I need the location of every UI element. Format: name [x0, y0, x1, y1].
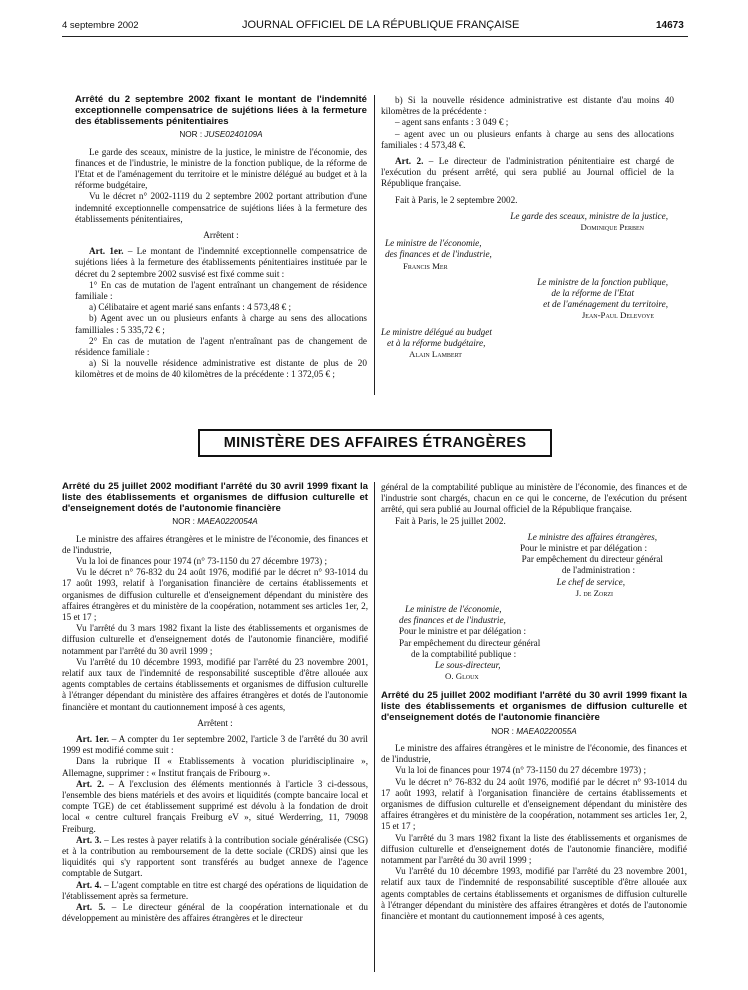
arrete1-sig2-role1: Le ministre de l'économie,: [385, 238, 482, 249]
arrete1-sig3-role3: et de l'aménagement du territoire,: [543, 299, 668, 310]
arrete2-sig1-delegation: Pour le ministre et par délégation :: [519, 543, 647, 554]
arrete3-vu-arrete-1982: Vu l'arrêté du 3 mars 1982 fixant la liste des établissements et organismes de diffusion culturelle et d'enseignement dotés de l'autonomie financière, modifié notamment par l'arrêté du 30 avril 1999 ;: [381, 832, 687, 866]
arrete1-case-2: 2° En cas de mutation de l'agent n'entraînant pas de changement de résidence familiale :: [75, 335, 367, 358]
arrete2-sig1-empechement: Par empêchement du directeur général: [521, 554, 663, 565]
arrete1-fait: Fait à Paris, le 2 septembre 2002.: [395, 194, 518, 205]
arrete2-sig2-sous-directeur: Le sous-directeur,: [435, 660, 501, 671]
arrete1-right-column: [381, 95, 674, 360]
arrete1-sig4-role2: et à la réforme budgétaire,: [387, 337, 486, 348]
arrete3-vu-loi: Vu la loi de finances pour 1974 (n° 73-1150 du 27 décembre 1973) ;: [395, 765, 647, 776]
arrete3-title: Arrêté du 25 juillet 2002 modifiant l'arrêté du 30 avril 1999 fixant la liste des établissements et organismes de diffusion culturelle et d'enseignement dotés de l'autonomie financière: [381, 690, 687, 724]
arrete2-sig1-administration: de l'administration :: [561, 565, 635, 576]
page-header: [0, 0, 748, 36]
column-divider-bottom: [374, 482, 375, 972]
header-rule: [62, 36, 688, 37]
arrete1-arretent: Arrêtent :: [203, 230, 239, 241]
arrete1-case-2b2: – agent avec un ou plusieurs enfants à charge au sens des allocations familiales : 4 573,48 €.: [381, 128, 674, 150]
arrete1-article-1: Art. 1er. – Le montant de l'indemnité exceptionnelle compensatrice de sujétions liées à la fermeture des établissements pénitentiaires instituée par le décret du 2 septembre 2002 susvisé est fixé comme suit :: [75, 246, 367, 279]
arrete1-sig3-name: Jean-Paul Delevoye: [581, 310, 654, 321]
arrete2-preamble: Le ministre des affaires étrangères et le ministre de l'économie, des finances et de l'industrie,: [62, 533, 368, 555]
ministry-title: MINISTÈRE DES AFFAIRES ÉTRANGÈRES: [223, 435, 527, 451]
arrete2-sig1-chef: Le chef de service,: [556, 576, 625, 587]
arrete3-preamble: Le ministre des affaires étrangères et le ministre de l'économie, des finances et de l'industrie,: [381, 743, 687, 765]
arrete3-nor: NOR : MAEA0220055A: [491, 726, 577, 736]
ministry-banner: [198, 429, 552, 457]
arrete1-case-1: 1° En cas de mutation de l'agent entraînant un changement de résidence familiale :: [75, 279, 367, 302]
arrete2-fait: Fait à Paris, le 25 juillet 2002.: [395, 515, 506, 526]
arrete1-sig2-name: Francis Mer: [403, 260, 448, 271]
arrete2-sig1-role: Le ministre des affaires étrangères,: [527, 531, 657, 542]
arrete2-article-5: Art. 5. – Le directeur général de la coopération internationale et du développement au ministère des affaires étrangères et le directeur: [62, 902, 368, 924]
arrete2-nor: NOR : MAEA0220054A: [172, 517, 258, 527]
arrete2-vu-decret: Vu le décret n° 76-832 du 24 août 1976, modifié par le décret n° 93-1014 du 17 août 1993, relatif à l'organisation financière de certains établissements et organismes de diffusion culturelle et d'enseignement dépendant du ministère des affaires étrangères et du ministère de la coopération, notamment ses articles 1er, 2, 15 et 17 ;: [62, 567, 368, 623]
arrete2-vu-arrete-1982: Vu l'arrêté du 3 mars 1982 fixant la liste des établissements et organismes de diffusion culturelle et d'enseignement dotés de l'autonomie financière, modifié notamment par l'arrêté du 30 avril 1999 ;: [62, 623, 368, 656]
arrete3-vu-arrete-1993: Vu l'arrêté du 10 décembre 1993, modifié par l'arrêté du 23 novembre 2001, relatif aux taux de l'indemnité de responsabilité susceptible d'être allouée aux agents comptables de certains établissements et organismes de diffusion culturelle à l'étranger dépendant du ministère des affaires étrangères et dotés de l'autonomie financière et montant du cautionnement imposé à ces agents,: [381, 866, 687, 922]
arrete2-article-3: Art. 3. – Les restes à payer relatifs à la contribution sociale généralisée (CSG) et à la contribution au remboursement de la dette sociale (CRDS) ainsi que les liquidités qui s'y rapportent sont transférés au budget annexe de l'agence comptable de Sutgart.: [62, 834, 368, 879]
arrete2-article-5-continued: général de la comptabilité publique au ministère de l'économie, des finances et de l'industrie sont chargés, chacun en ce qui le concerne, de l'exécution du présent arrêté, qui sera publié au Journal officiel de la République française.: [381, 482, 687, 515]
arrete1-sig3-role2: de la réforme de l'Etat: [551, 288, 634, 299]
arrete2-sig2-name: O. Gloux: [445, 671, 479, 682]
arrete1-preamble: Le garde des sceaux, ministre de la justice, le ministre de l'économie, des finances et de l'industrie, le ministre de la fonction publique, de la réforme de l'Etat et de l'aménagement du territoire et le ministre délégué au budget et à la réforme budgétaire,: [75, 146, 367, 191]
arrete1-case-2b: b) Si la nouvelle résidence administrative est distante d'au moins 40 kilomètres de la précédente :: [381, 95, 674, 117]
arrete2-arretent: Arrêtent :: [197, 717, 233, 728]
arrete2-title: Arrêté du 25 juillet 2002 modifiant l'arrêté du 30 avril 1999 fixant la liste des établissements et organismes de diffusion culturelle et d'enseignement dotés de l'autonomie financière: [62, 481, 368, 514]
arrete1-sig2-role2: des finances et de l'industrie,: [385, 249, 492, 260]
arrete2-vu-loi: Vu la loi de finances pour 1974 (n° 73-1150 du 27 décembre 1973) ;: [76, 556, 328, 566]
arrete1-sig4-role1: Le ministre délégué au budget: [381, 326, 492, 337]
arrete1-case-1a: a) Célibataire et agent marié sans enfants : 4 573,48 € ;: [89, 302, 292, 313]
arrete2-vu-arrete-1993: Vu l'arrêté du 10 décembre 1993, modifié par l'arrêté du 23 novembre 2001, relatif aux taux de l'indemnité de responsabilité susceptible d'être allouée aux agents comptables de certains établissements et organismes de diffusion culturelle à l'étranger dépendant du ministère des affaires étrangères et dotés de l'autonomie financière et montant du cautionnement imposé à ces agents,: [62, 656, 368, 712]
arrete3-vu-decret: Vu le décret n° 76-832 du 24 août 1976, modifié par le décret n° 93-1014 du 17 août 1993, relatif à l'organisation financière de certains établissements et organismes de diffusion culturelle et d'enseignement dépendant du ministère des affaires étrangères et du ministère de la coopération, notamment ses articles 1er, 2, 15 et 17 ;: [381, 776, 687, 832]
arrete1-sig4-name: Alain Lambert: [409, 349, 462, 360]
arrete2-right-column: [381, 482, 687, 922]
arrete2-sig2-role2: des finances et de l'industrie,: [399, 615, 506, 626]
arrete2-article-4: Art. 4. – L'agent comptable en titre est chargé des opérations de liquidation de l'établissement après sa fermeture.: [62, 879, 368, 901]
arrete2-sig2-comptabilite: de la comptabilité publique :: [411, 648, 517, 659]
arrete2-sig2-delegation: Pour le ministre et par délégation :: [399, 626, 527, 637]
header-date: 4 septembre 2002: [62, 20, 139, 31]
arrete1-case-1b: b) Agent avec un ou plusieurs enfants à charge au sens des allocations familliales : 5 335,72 € ;: [75, 313, 367, 335]
column-divider-top: [374, 95, 375, 395]
arrete1-article-2: Art. 2. – Le directeur de l'administration pénitentiaire est chargé de l'exécution du présent arrêté, qui sera publié au Journal officiel de la République française.: [381, 156, 674, 189]
arrete2-article-1: Art. 1er. – A compter du 1er septembre 2002, l'article 3 de l'arrêté du 30 avril 1999 est modifié comme suit :: [62, 734, 368, 756]
arrete1-nor: NOR : JUSE0240109A: [179, 130, 263, 140]
arrete1-case-2a: a) Si la nouvelle résidence administrative est distante de plus de 20 kilomètres et de moins de 40 kilomètres de la précédente : 1 372,05 € ;: [75, 358, 367, 380]
arrete2-article-1-rubrique: Dans la rubrique II « Etablissements à vocation pluridisciplinaire », Allemagne, supprimer : « Institut français de Fribourg ».: [62, 756, 368, 778]
arrete1-sig3-role1: Le ministre de la fonction publique,: [537, 276, 668, 287]
arrete1-sig1-role: Le garde des sceaux, ministre de la justice,: [510, 210, 668, 221]
arrete2-sig2-empechement: Par empêchement du directeur général: [399, 637, 541, 648]
arrete1-case-2b1: – agent sans enfants : 3 049 € ;: [395, 117, 509, 128]
arrete1-title: Arrêté du 2 septembre 2002 fixant le montant de l'indemnité exceptionnelle compensatrice de sujétions liées à la fermeture des établissements pénitentiaires: [75, 94, 367, 127]
header-page-number: 14673: [656, 20, 684, 31]
header-journal-title: JOURNAL OFFICIEL DE LA RÉPUBLIQUE FRANÇAISE: [242, 19, 520, 31]
arrete1-vu: Vu le décret n° 2002-1119 du 2 septembre 2002 portant attribution d'une indemnité exceptionnelle compensatrice de sujétions liées à la fermeture des établissements pénitentiaires,: [75, 191, 367, 224]
arrete2-sig2-role1: Le ministre de l'économie,: [405, 604, 502, 615]
arrete1-left-column: [75, 95, 367, 381]
arrete2-article-2: Art. 2. – A l'exclusion des éléments mentionnés à l'article 3 ci-dessous, l'ensemble des biens matériels et des avoirs et liquidités (compte bancaire local et compte TGE) de cet établissement supprimé est dévolu à la fondation de droit local « centre culturel français Freiburg eV », situé Werderring, 11, 79098 Freiburg.: [62, 778, 368, 834]
arrete2-left-column: [62, 482, 368, 925]
arrete1-sig1-name: Dominique Perben: [580, 222, 644, 233]
arrete2-sig1-name: J. de Zorzi: [575, 587, 613, 598]
